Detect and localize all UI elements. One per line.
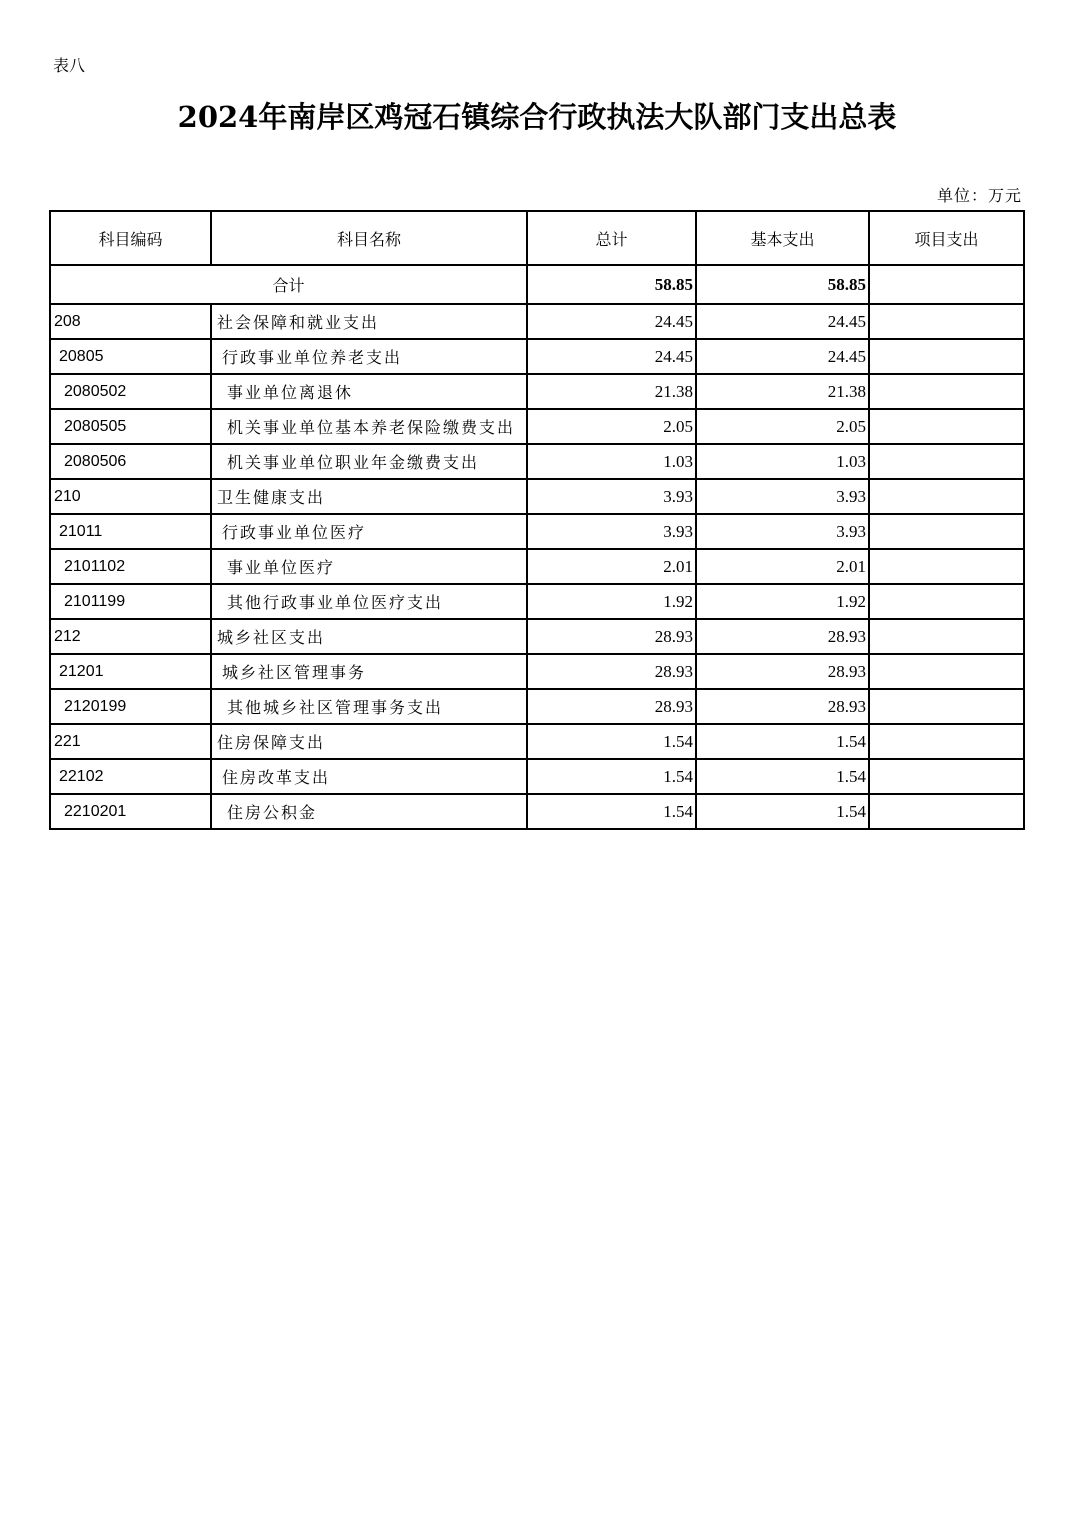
table-row <box>50 479 1024 514</box>
expenditure-table <box>49 210 1025 830</box>
row-total: 24.45 <box>527 339 696 374</box>
row-project <box>869 619 1024 654</box>
row-project <box>869 584 1024 619</box>
header-project: 项目支出 <box>869 211 1024 265</box>
row-code: 2080502 <box>50 374 211 409</box>
row-name: 行政事业单位医疗 <box>211 514 527 549</box>
row-basic: 3.93 <box>696 514 869 549</box>
row-basic: 3.93 <box>696 479 869 514</box>
row-basic: 1.54 <box>696 724 869 759</box>
row-name: 机关事业单位职业年金缴费支出 <box>211 444 527 479</box>
row-code: 212 <box>50 619 211 654</box>
row-name: 其他行政事业单位医疗支出 <box>211 584 527 619</box>
row-name: 事业单位离退休 <box>211 374 527 409</box>
row-project <box>869 409 1024 444</box>
row-code: 21201 <box>50 654 211 689</box>
row-project <box>869 759 1024 794</box>
row-basic: 1.54 <box>696 759 869 794</box>
row-code: 2080505 <box>50 409 211 444</box>
table-row <box>50 794 1024 829</box>
row-code: 21011 <box>50 514 211 549</box>
row-project <box>869 794 1024 829</box>
row-name: 住房保障支出 <box>211 724 527 759</box>
row-total: 1.54 <box>527 794 696 829</box>
table-row <box>50 374 1024 409</box>
row-total: 2.01 <box>527 549 696 584</box>
row-total: 1.54 <box>527 759 696 794</box>
total-project <box>869 265 1024 304</box>
row-project <box>869 304 1024 339</box>
row-name: 住房公积金 <box>211 794 527 829</box>
row-code: 2101102 <box>50 549 211 584</box>
table-row <box>50 584 1024 619</box>
row-code: 2080506 <box>50 444 211 479</box>
row-total: 3.93 <box>527 479 696 514</box>
row-basic: 28.93 <box>696 619 869 654</box>
row-code: 2101199 <box>50 584 211 619</box>
row-basic: 24.45 <box>696 304 869 339</box>
table-row <box>50 654 1024 689</box>
row-basic: 28.93 <box>696 654 869 689</box>
table-row <box>50 304 1024 339</box>
row-total: 28.93 <box>527 654 696 689</box>
row-name: 其他城乡社区管理事务支出 <box>211 689 527 724</box>
row-code: 2120199 <box>50 689 211 724</box>
row-code: 221 <box>50 724 211 759</box>
row-total: 1.54 <box>527 724 696 759</box>
row-code: 20805 <box>50 339 211 374</box>
header-basic: 基本支出 <box>696 211 869 265</box>
header-row <box>50 211 1024 265</box>
row-name: 卫生健康支出 <box>211 479 527 514</box>
row-name: 城乡社区支出 <box>211 619 527 654</box>
header-total: 总计 <box>527 211 696 265</box>
row-basic: 2.01 <box>696 549 869 584</box>
row-total: 3.93 <box>527 514 696 549</box>
row-basic: 2.05 <box>696 409 869 444</box>
row-name: 社会保障和就业支出 <box>211 304 527 339</box>
table-row <box>50 759 1024 794</box>
row-code: 2210201 <box>50 794 211 829</box>
page-title: 2024年南岸区鸡冠石镇综合行政执法大队部门支出总表 <box>177 100 897 134</box>
row-name: 机关事业单位基本养老保险缴费支出 <box>211 409 527 444</box>
table-row <box>50 444 1024 479</box>
table-row <box>50 549 1024 584</box>
row-basic: 24.45 <box>696 339 869 374</box>
row-basic: 1.54 <box>696 794 869 829</box>
row-total: 1.92 <box>527 584 696 619</box>
row-name: 城乡社区管理事务 <box>211 654 527 689</box>
row-code: 208 <box>50 304 211 339</box>
row-total: 1.03 <box>527 444 696 479</box>
row-basic: 28.93 <box>696 689 869 724</box>
total-sum: 58.85 <box>527 265 696 304</box>
row-basic: 21.38 <box>696 374 869 409</box>
row-total: 21.38 <box>527 374 696 409</box>
table-row <box>50 689 1024 724</box>
row-project <box>869 374 1024 409</box>
row-basic: 1.03 <box>696 444 869 479</box>
row-total: 28.93 <box>527 689 696 724</box>
row-project <box>869 339 1024 374</box>
table-row <box>50 409 1024 444</box>
row-basic: 1.92 <box>696 584 869 619</box>
row-total: 24.45 <box>527 304 696 339</box>
header-name: 科目名称 <box>211 211 527 265</box>
row-code: 22102 <box>50 759 211 794</box>
row-total: 28.93 <box>527 619 696 654</box>
table-row <box>50 724 1024 759</box>
table-row <box>50 514 1024 549</box>
total-label: 合计 <box>50 265 527 304</box>
row-project <box>869 514 1024 549</box>
total-row <box>50 265 1024 304</box>
row-project <box>869 724 1024 759</box>
header-code: 科目编码 <box>50 211 211 265</box>
row-project <box>869 479 1024 514</box>
table-number-label: 表八 <box>53 56 86 75</box>
table-row <box>50 339 1024 374</box>
row-project <box>869 689 1024 724</box>
table-body <box>50 265 1024 829</box>
row-total: 2.05 <box>527 409 696 444</box>
row-name: 行政事业单位养老支出 <box>211 339 527 374</box>
row-name: 住房改革支出 <box>211 759 527 794</box>
unit-label: 单位：万元 <box>936 186 1022 205</box>
row-name: 事业单位医疗 <box>211 549 527 584</box>
row-code: 210 <box>50 479 211 514</box>
row-project <box>869 549 1024 584</box>
row-project <box>869 654 1024 689</box>
total-basic: 58.85 <box>696 265 869 304</box>
row-project <box>869 444 1024 479</box>
table-row <box>50 619 1024 654</box>
